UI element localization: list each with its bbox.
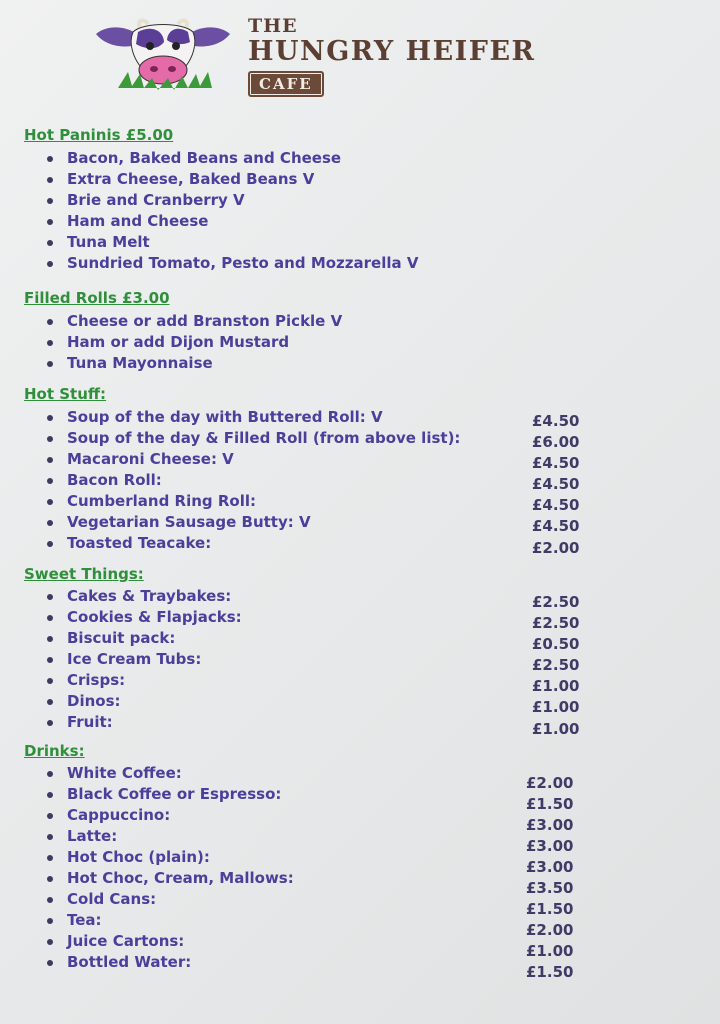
item-name: Vegetarian Sausage Butty: V [67,513,311,531]
item-name: Juice Cartons: [67,932,185,950]
list-item [44,311,664,332]
item-price: £4.50 [532,412,580,430]
item-name: Ham and Cheese [67,212,209,230]
list-item [44,910,664,939]
item-name: Soup of the day & Filled Roll (from above list): [67,429,461,447]
item-name: Bottled Water: [67,953,192,971]
list-item [44,232,664,253]
list-item [44,670,664,695]
list-item [44,931,664,960]
item-price: £4.50 [532,475,580,493]
list-item [44,952,664,981]
item-price: £2.50 [532,593,580,611]
list-item [44,169,664,190]
list-item [44,253,664,274]
list-item [44,449,664,470]
list-filled-rolls [44,311,664,374]
item-name: Bacon, Baked Beans and Cheese [67,149,342,167]
item-price: £2.00 [526,921,574,939]
list-drinks [44,763,664,981]
section-title-sweet-things: Sweet Things: [24,565,144,583]
list-sweet-things [44,586,664,738]
item-price: £1.50 [526,795,574,813]
list-item [44,190,664,211]
item-name: Latte: [67,827,118,845]
list-item [44,868,664,897]
item-name: Sundried Tomato, Pesto and Mozzarella V [67,254,419,272]
item-name: Cumberland Ring Roll: [67,492,256,510]
item-name: Tuna Melt [67,233,150,251]
list-item [44,407,664,428]
list-item [44,533,664,557]
section-title-hot-paninis: Hot Paninis £5.00 [24,126,174,144]
list-item [44,763,664,792]
item-price: £2.00 [526,774,574,792]
item-price: £3.00 [526,858,574,876]
item-price: £4.50 [532,517,580,535]
list-item [44,826,664,855]
list-item [44,353,664,374]
list-item [44,691,664,716]
brand-title: HUNGRY HEIFER [248,36,536,67]
item-price: £3.00 [526,816,574,834]
list-item [44,628,664,653]
item-name: Tea: [67,911,102,929]
item-price: £6.00 [532,433,580,451]
item-name: Soup of the day with Buttered Roll: V [67,408,383,426]
item-name: Ham or add Dijon Mustard [67,333,290,351]
item-price: £1.00 [532,698,580,716]
list-item [44,889,664,918]
item-name: Black Coffee or Espresso: [67,785,282,803]
section-title-hot-stuff: Hot Stuff: [24,385,107,403]
list-item [44,148,664,169]
list-item [44,491,664,512]
item-name: Macaroni Cheese: V [67,450,234,468]
item-price: £3.50 [526,879,574,897]
item-price: £4.50 [532,496,580,514]
list-item [44,512,664,533]
section-title-filled-rolls: Filled Rolls £3.00 [24,289,170,307]
item-price: £1.50 [526,963,574,981]
item-name: Cookies & Flapjacks: [67,608,242,626]
item-name: Hot Choc (plain): [67,848,210,866]
item-name: Biscuit pack: [67,629,176,647]
list-item [44,211,664,232]
item-name: Fruit: [67,713,113,731]
item-price: £1.50 [526,900,574,918]
item-price: £1.00 [532,677,580,695]
item-name: Tuna Mayonnaise [67,354,213,372]
item-price: £3.00 [526,837,574,855]
brand-the: THE [248,15,298,37]
item-name: Crisps: [67,671,126,689]
brand-name [248,16,535,97]
item-name: Extra Cheese, Baked Beans V [67,170,315,188]
list-item [44,470,664,491]
item-price: £2.00 [532,539,580,557]
cow-head-icon [88,14,238,94]
list-item [44,712,664,738]
item-name: Bacon Roll: [67,471,162,489]
item-price: £4.50 [532,454,580,472]
item-price: £0.50 [532,635,580,653]
list-item [44,649,664,674]
item-name: Cold Cans: [67,890,157,908]
item-name: Hot Choc, Cream, Mallows: [67,869,294,887]
list-hot-stuff [44,407,664,557]
list-item [44,586,664,611]
item-name: Cakes & Traybakes: [67,587,232,605]
item-name: Ice Cream Tubs: [67,650,202,668]
section-title-drinks: Drinks: [24,742,85,760]
list-item [44,607,664,632]
list-item [44,847,664,876]
item-price: £2.50 [532,614,580,632]
list-item [44,332,664,353]
brand-cafe-badge: CAFE [248,71,324,97]
item-name: Toasted Teacake: [67,534,212,552]
list-hot-paninis [44,148,664,274]
list-item [44,805,664,834]
item-name: Cappuccino: [67,806,171,824]
item-name: Brie and Cranberry V [67,191,245,209]
item-price: £2.50 [532,656,580,674]
item-name: Dinos: [67,692,121,710]
list-item [44,428,664,449]
item-name: White Coffee: [67,764,182,782]
item-name: Cheese or add Branston Pickle V [67,312,343,330]
list-item [44,784,664,813]
item-price: £1.00 [526,942,574,960]
item-price: £1.00 [532,720,580,738]
